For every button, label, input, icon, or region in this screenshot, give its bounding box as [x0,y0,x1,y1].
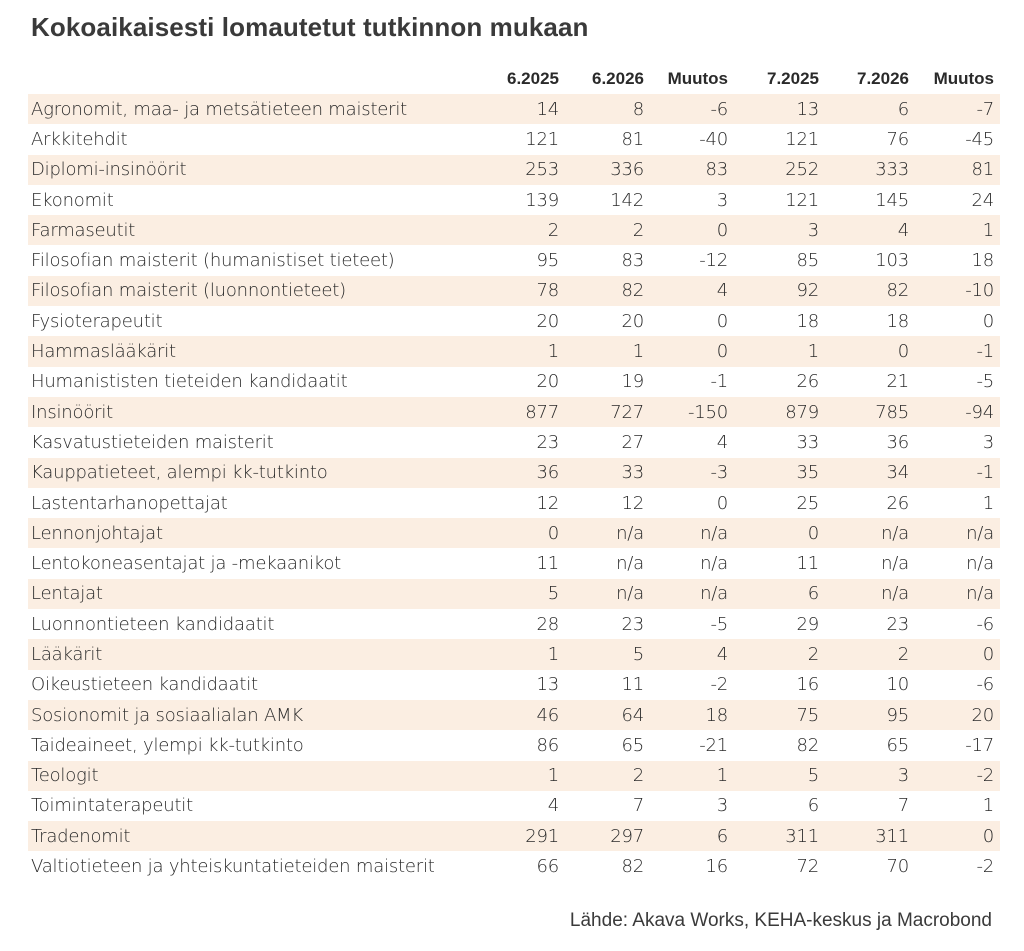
change-june: 4 [650,639,734,669]
degree-label: Oikeustieteen kandidaatit [31,674,258,696]
value-7-2026: 36 [886,431,909,453]
change-june: 4 [650,276,734,306]
value-7-2026: 76 [886,128,909,150]
value-6-2026: 297 [565,821,650,851]
value-7-2025: 1 [734,336,825,366]
value-6-2026: 20 [621,310,644,332]
change-july: -1 [915,336,1000,366]
change-june: -2 [710,674,728,696]
value-6-2026: 19 [621,371,644,393]
change-june: -150 [650,397,734,427]
header-6-2025: 6.2025 [507,69,559,88]
change-july: -2 [915,761,1000,791]
table-row [28,367,1000,397]
degree-label: Humanististen tieteiden kandidaatit [31,371,348,393]
change-july: -94 [915,397,1000,427]
value-7-2026: 6 [825,94,915,124]
value-7-2026: 2 [825,639,915,669]
degree-label: Kauppatieteet, alempi kk-tutkinto [28,458,498,488]
value-6-2026: 64 [565,700,650,730]
value-7-2026: 3 [825,761,915,791]
value-7-2026: 7 [897,795,909,817]
value-7-2025: 18 [796,310,819,332]
change-june: 83 [650,155,734,185]
value-6-2025: 78 [498,276,565,306]
value-7-2026: 82 [825,276,915,306]
header-7-2026: 7.2026 [857,69,909,88]
change-july: -6 [976,613,994,635]
table-row [28,488,1000,518]
change-july: 0 [915,639,1000,669]
change-june: n/a [700,553,728,575]
change-june: 0 [716,310,728,332]
table-row [28,851,1000,881]
change-june: 6 [650,821,734,851]
table-row [28,94,1000,124]
value-7-2026: 65 [886,734,909,756]
degree-label: Valtiotieteen ja yhteiskuntatieteiden maisterit [31,856,435,878]
change-june: 3 [716,795,728,817]
degree-label: Lastentarhanopettajat [31,492,228,514]
change-june: -3 [650,458,734,488]
value-7-2025: 75 [734,700,825,730]
table-row [28,670,1000,700]
value-6-2025: 20 [536,371,559,393]
header-6-2026: 6.2026 [592,69,644,88]
degree-label: Lentokoneasentajat ja -mekaanikot [31,553,342,575]
value-6-2025: 4 [547,795,559,817]
degree-label: Lennonjohtajat [28,518,498,548]
value-7-2025: 5 [734,761,825,791]
value-7-2026: 333 [825,155,915,185]
value-6-2026: 82 [565,276,650,306]
value-7-2025: 33 [796,431,819,453]
value-6-2026: 2 [565,761,650,791]
value-6-2025: 1 [498,336,565,366]
value-7-2025: 92 [734,276,825,306]
value-7-2025: 25 [796,492,819,514]
change-june: -5 [710,613,728,635]
table-row [28,730,1000,760]
value-7-2025: 311 [734,821,825,851]
change-july: 1 [982,492,994,514]
value-7-2026: 34 [825,458,915,488]
value-6-2026: 7 [632,795,644,817]
value-7-2026: 103 [875,250,909,272]
value-7-2026: 18 [886,310,909,332]
degree-label: Filosofian maisterit (luonnontieteet) [28,276,498,306]
value-6-2026: n/a [565,579,650,609]
table-row [28,215,1000,245]
change-june: -1 [710,371,728,393]
value-6-2025: 12 [536,492,559,514]
table-row [28,155,1000,185]
change-july: 18 [971,250,994,272]
value-6-2025: 86 [536,734,559,756]
value-6-2025: 0 [498,518,565,548]
change-june: 16 [705,856,728,878]
value-6-2026: 12 [621,492,644,514]
value-6-2026: 83 [621,250,644,272]
value-7-2025: 29 [796,613,819,635]
value-6-2025: 23 [536,431,559,453]
degree-label: Insinöörit [28,397,498,427]
value-6-2026: 8 [565,94,650,124]
degree-label: Hammaslääkärit [28,336,498,366]
value-6-2026: 5 [565,639,650,669]
value-7-2025: 121 [785,189,819,211]
value-7-2026: 21 [886,371,909,393]
table-row [28,124,1000,154]
header-change-june: Muutos [667,69,728,88]
degree-label: Lääkärit [28,639,498,669]
value-7-2025: 2 [734,639,825,669]
value-6-2026: 65 [621,734,644,756]
value-7-2026: 23 [886,613,909,635]
value-7-2025: 11 [796,553,819,575]
value-7-2025: 0 [734,518,825,548]
change-june: n/a [650,579,734,609]
change-july: 81 [915,155,1000,185]
degree-label: Agronomit, maa- ja metsätieteen maisterit [28,94,498,124]
change-july: -17 [965,734,994,756]
value-7-2025: 26 [796,371,819,393]
header-label [28,64,498,94]
table-row [28,185,1000,215]
change-july: n/a [966,553,994,575]
change-july: 3 [982,431,994,453]
degree-label: Luonnontieteen kandidaatit [31,613,275,635]
value-7-2025: 85 [796,250,819,272]
table-row [28,821,1000,851]
change-july: n/a [915,579,1000,609]
degree-label: Tradenomit [28,821,498,851]
header-change-july: Muutos [933,69,994,88]
value-6-2026: n/a [616,553,644,575]
value-6-2025: 291 [498,821,565,851]
value-6-2026: 727 [565,397,650,427]
change-june: 0 [650,336,734,366]
table-row [28,761,1000,791]
change-july: -10 [915,276,1000,306]
header-7-2025: 7.2025 [767,69,819,88]
value-6-2026: 81 [621,128,644,150]
change-june: -21 [699,734,728,756]
change-june: 0 [650,215,734,245]
table-row [28,458,1000,488]
value-7-2026: 145 [875,189,909,211]
source-note: Lähde: Akava Works, KEHA-keskus ja Macrobond [569,910,992,931]
value-6-2025: 11 [536,553,559,575]
change-july: 1 [982,795,994,817]
degree-label: Sosionomit ja sosiaalialan AMK [28,700,498,730]
page-title: Kokoaikaisesti lomautetut tutkinnon mukaan [31,12,589,42]
degree-label: Diplomi-insinöörit [28,155,498,185]
value-6-2026: 2 [565,215,650,245]
change-july: 0 [982,310,994,332]
degree-label: Fysioterapeutit [31,310,163,332]
value-6-2025: 20 [536,310,559,332]
value-6-2025: 28 [536,613,559,635]
value-6-2026: 27 [621,431,644,453]
value-6-2026: 142 [610,189,644,211]
value-6-2026: n/a [565,518,650,548]
degree-label: Taideaineet, ylempi kk-tutkinto [31,734,304,756]
change-july: 24 [971,189,994,211]
value-6-2026: 23 [621,613,644,635]
change-july: n/a [915,518,1000,548]
table-row [28,336,1000,366]
change-july: 0 [915,821,1000,851]
change-july: -7 [915,94,1000,124]
value-6-2026: 336 [565,155,650,185]
value-7-2025: 3 [734,215,825,245]
value-7-2025: 6 [807,795,819,817]
value-7-2025: 252 [734,155,825,185]
degree-label: Teologit [28,761,498,791]
value-7-2025: 72 [796,856,819,878]
value-6-2025: 139 [525,189,559,211]
change-july: -2 [976,856,994,878]
header-row [28,64,1000,94]
table-row [28,609,1000,639]
value-6-2026: 1 [565,336,650,366]
change-july: -45 [965,128,994,150]
change-june: -12 [699,250,728,272]
table-row [28,639,1000,669]
value-6-2025: 36 [498,458,565,488]
value-7-2026: 785 [825,397,915,427]
value-7-2026: n/a [825,579,915,609]
value-7-2025: 35 [734,458,825,488]
value-7-2026: 0 [825,336,915,366]
change-june: 1 [650,761,734,791]
table-row [28,306,1000,336]
value-7-2026: 95 [825,700,915,730]
value-6-2025: 2 [498,215,565,245]
change-june: 4 [716,431,728,453]
degree-label: Ekonomit [31,189,114,211]
degree-label: Arkkitehdit [31,128,128,150]
value-7-2026: 26 [886,492,909,514]
table-row [28,791,1000,821]
degree-label: Filosofian maisterit (humanistiset tieteet) [31,250,395,272]
value-7-2026: n/a [881,553,909,575]
degree-label: Farmaseutit [28,215,498,245]
value-6-2025: 46 [498,700,565,730]
value-7-2026: n/a [825,518,915,548]
value-7-2026: 4 [825,215,915,245]
value-7-2025: 82 [796,734,819,756]
value-7-2025: 879 [734,397,825,427]
degree-label: Lentajat [28,579,498,609]
table-row [28,276,1000,306]
table-row [28,700,1000,730]
value-7-2025: 16 [796,674,819,696]
value-7-2025: 121 [785,128,819,150]
degree-label: Kasvatustieteiden maisterit [31,431,274,453]
table-row [28,245,1000,275]
change-june: n/a [650,518,734,548]
value-6-2025: 877 [498,397,565,427]
layoffs-table [28,64,1000,882]
change-july: -1 [915,458,1000,488]
value-6-2025: 66 [536,856,559,878]
change-june: 18 [650,700,734,730]
change-june: -6 [650,94,734,124]
value-6-2025: 1 [498,639,565,669]
value-6-2025: 14 [498,94,565,124]
value-6-2025: 5 [498,579,565,609]
value-7-2025: 6 [734,579,825,609]
table-body [28,94,1000,882]
value-6-2025: 95 [536,250,559,272]
value-7-2026: 311 [825,821,915,851]
table-row [28,579,1000,609]
value-6-2025: 13 [536,674,559,696]
value-6-2026: 11 [621,674,644,696]
value-6-2025: 121 [525,128,559,150]
degree-label: Toimintaterapeutit [31,795,193,817]
value-7-2025: 13 [734,94,825,124]
table-row [28,548,1000,578]
table-row [28,397,1000,427]
change-june: -40 [699,128,728,150]
value-6-2025: 1 [498,761,565,791]
value-7-2026: 10 [886,674,909,696]
change-july: 20 [915,700,1000,730]
table-row [28,427,1000,457]
change-july: -5 [976,371,994,393]
table-row [28,518,1000,548]
value-6-2025: 253 [498,155,565,185]
value-6-2026: 33 [565,458,650,488]
value-6-2026: 82 [621,856,644,878]
change-july: 1 [915,215,1000,245]
change-july: -6 [976,674,994,696]
change-june: 0 [716,492,728,514]
change-june: 3 [716,189,728,211]
value-7-2026: 70 [886,856,909,878]
